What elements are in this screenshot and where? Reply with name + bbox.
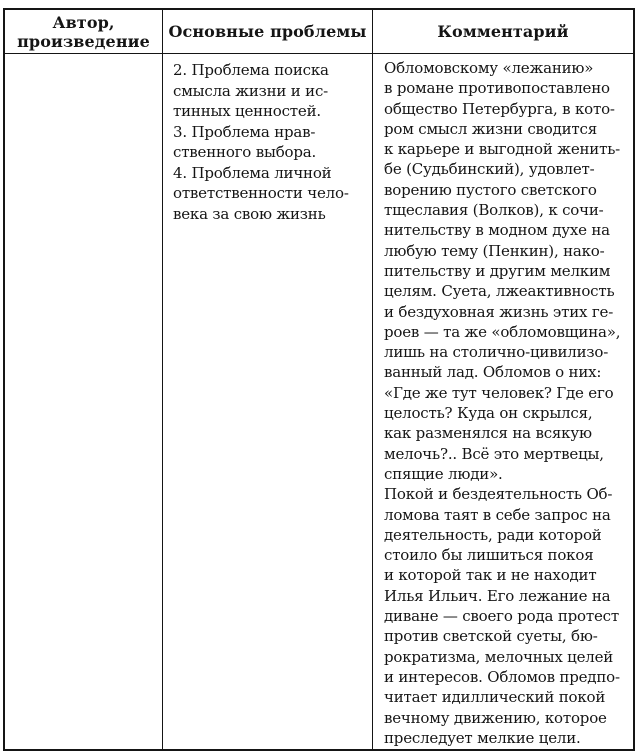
cell-commentary xyxy=(373,54,633,749)
header-author-work xyxy=(5,10,163,54)
header-commentary xyxy=(373,10,633,54)
header-main-problems xyxy=(163,10,373,54)
cell-commentary-text: Обломовскому «лежанию» в романе противопоставлено общество Петербурга, в кото- ром смысл жизни сводится к карьере и выгодной женить- бе (Судьбинский), удовлет- ворению пустого светского тщеславия (Волков), к сочи- нительству в модном духе на любую тему (Пенкин), нако- пительству и другим мелким целям. Суета, лжеактивность и бездуховная жизнь этих ге- роев — та же «обломовщина», лишь на столично-цивилизо- ванный лад. Обломов о них: «Где же тут человек? Где его целость? Куда он скрылся, как разменялся на всякую мелочь?.. Всё это мертвецы, спящие люди». Покой и бездеятельность Об- ломова таят в себе запрос на деятельность, ради которой стоило бы лишиться покоя и которой так и не находит Илья Ильич. Его лежание на диване — своего рода протест против светской суеты, бю- рократизма, мелочных целей и интересов. Обломов предпо- читает идиллический покой вечному движению, которое преследует мелкие цели. xyxy=(384,59,621,747)
cell-main-problems xyxy=(163,54,373,749)
cell-main-problems-text: 2. Проблема поиска смысла жизни и ис- тинных ценностей. 3. Проблема нрав- ственного выбора. 4. Проблема личной ответственности чело- века за свою жизнь xyxy=(173,61,349,223)
header-commentary-label: Комментарий xyxy=(437,22,569,41)
literature-study-table xyxy=(3,8,635,751)
cell-author-work xyxy=(5,54,163,749)
header-main-problems-label: Основные проблемы xyxy=(168,22,367,41)
header-author-work-label: Автор, произведение xyxy=(17,12,150,51)
